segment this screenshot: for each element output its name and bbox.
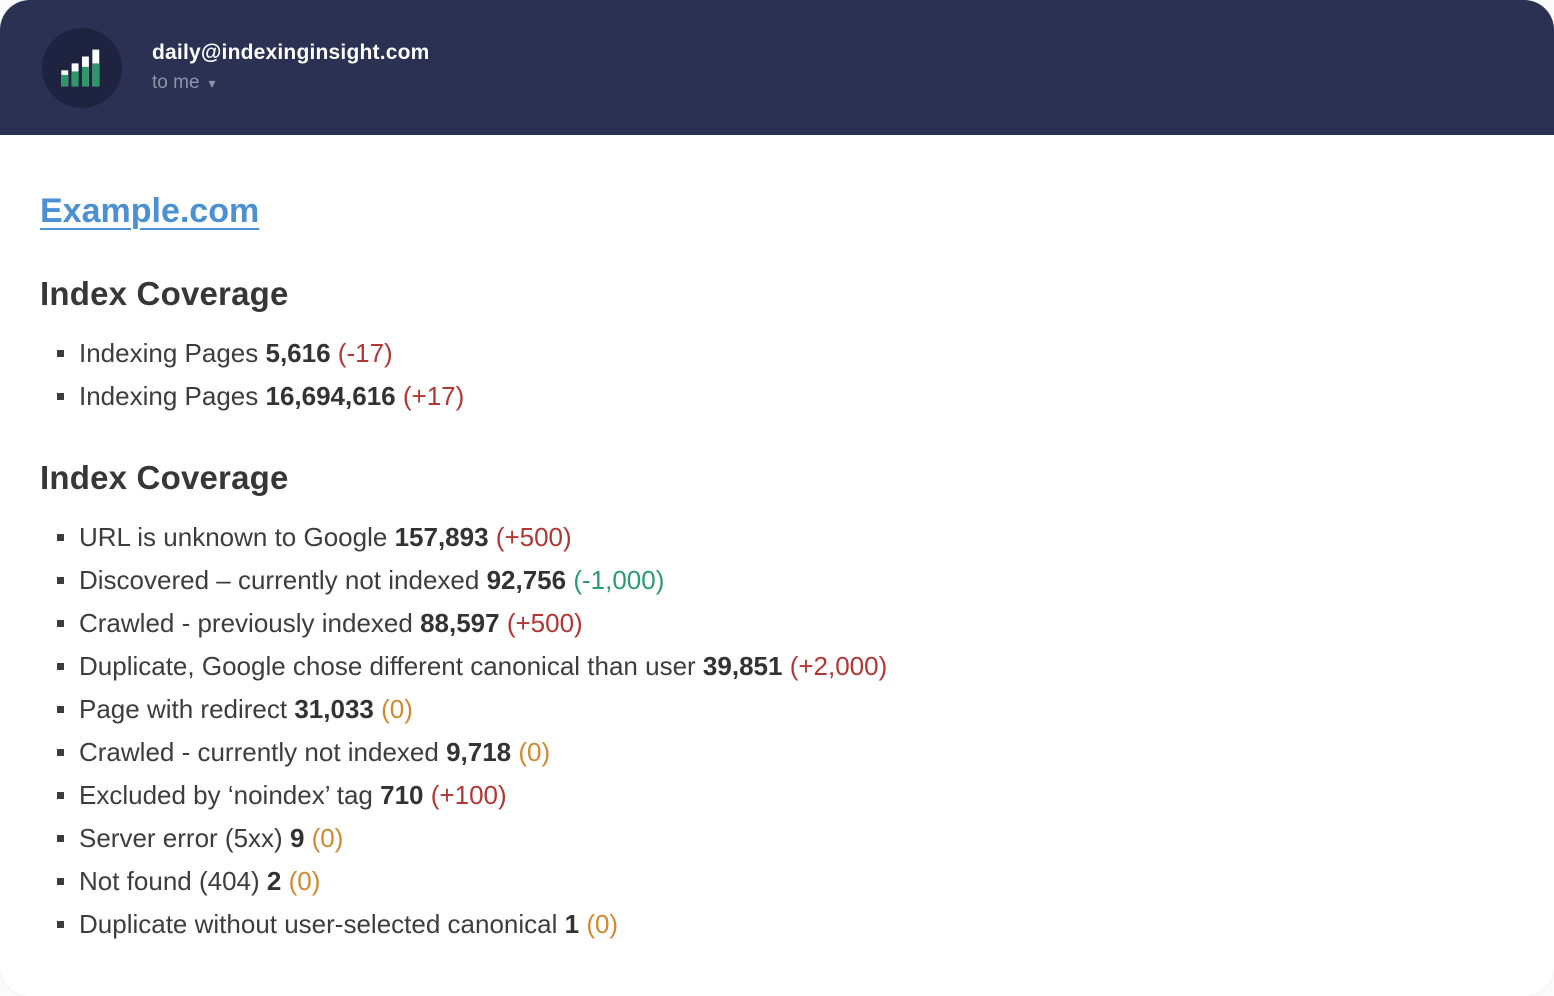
stat-value: 710: [380, 780, 424, 810]
stat-delta: (+500): [495, 522, 572, 552]
list-item: [40, 867, 1514, 896]
stat-label: Crawled - previously indexed: [79, 608, 413, 638]
bar-chart-icon: [59, 45, 105, 91]
stat-label: Crawled - currently not indexed: [79, 737, 439, 767]
list-item: [40, 652, 1514, 681]
index-coverage-list-2: [40, 523, 1514, 939]
stat-delta: (0): [381, 694, 413, 724]
list-item: [40, 339, 1514, 368]
stat-label: Duplicate without user-selected canonical: [79, 909, 558, 939]
stat-delta: (+500): [506, 608, 583, 638]
stat-delta: (+100): [430, 780, 507, 810]
list-item: [40, 382, 1514, 411]
stat-label: Excluded by ‘noindex’ tag: [79, 780, 373, 810]
stat-value: 39,851: [702, 651, 783, 681]
stat-label: Page with redirect: [79, 694, 288, 724]
to-me-dropdown[interactable]: [152, 72, 216, 94]
stat-value: 1: [564, 909, 580, 939]
site-link[interactable]: Example.com: [40, 192, 260, 230]
sender-email: daily@indexinginsight.com: [152, 41, 430, 64]
stat-value: 5,616: [265, 338, 331, 368]
stat-delta: (0): [518, 737, 551, 767]
list-item: [40, 781, 1514, 810]
stat-value: 92,756: [486, 565, 567, 595]
sender-block: [152, 41, 430, 94]
stat-label: Discovered – currently not indexed: [79, 565, 480, 595]
stat-delta: (0): [311, 823, 344, 853]
stat-label: Duplicate, Google chose different canonical than user: [79, 651, 696, 681]
stat-value: 88,597: [420, 608, 500, 638]
section-title-2: Index Coverage: [40, 459, 289, 496]
list-item: [40, 824, 1514, 853]
index-coverage-list-1: [40, 339, 1514, 411]
stat-delta: (-1,000): [573, 565, 665, 595]
stat-delta: (+17): [402, 381, 465, 411]
stat-label: Not found (404): [79, 866, 260, 896]
list-item: [40, 910, 1514, 939]
stat-label: URL is unknown to Google: [79, 522, 388, 552]
stat-value: 9,718: [446, 737, 512, 767]
stat-value: 31,033: [294, 694, 374, 724]
chevron-down-icon: ▾: [208, 75, 216, 91]
list-item: [40, 695, 1514, 724]
email-body: [0, 135, 1554, 996]
stat-label: Indexing Pages: [79, 338, 259, 368]
stat-value: 157,893: [394, 522, 489, 552]
list-item: [40, 738, 1514, 767]
list-item: [40, 566, 1514, 595]
stat-value: 9: [289, 823, 305, 853]
stat-delta: (-17): [337, 338, 393, 368]
sender-avatar[interactable]: [42, 28, 122, 108]
stat-delta: (+2,000): [789, 651, 888, 681]
list-item: [40, 609, 1514, 638]
email-header: [0, 0, 1554, 135]
list-item: [40, 523, 1514, 552]
stat-delta: (0): [586, 909, 619, 939]
stat-value: 2: [266, 866, 282, 896]
to-me-label: to me: [152, 72, 200, 93]
stat-value: 16,694,616: [265, 381, 396, 411]
section-title-1: Index Coverage: [40, 275, 289, 312]
stat-label: Server error (5xx): [79, 823, 283, 853]
stat-delta: (0): [288, 866, 321, 896]
stat-label: Indexing Pages: [79, 381, 259, 411]
